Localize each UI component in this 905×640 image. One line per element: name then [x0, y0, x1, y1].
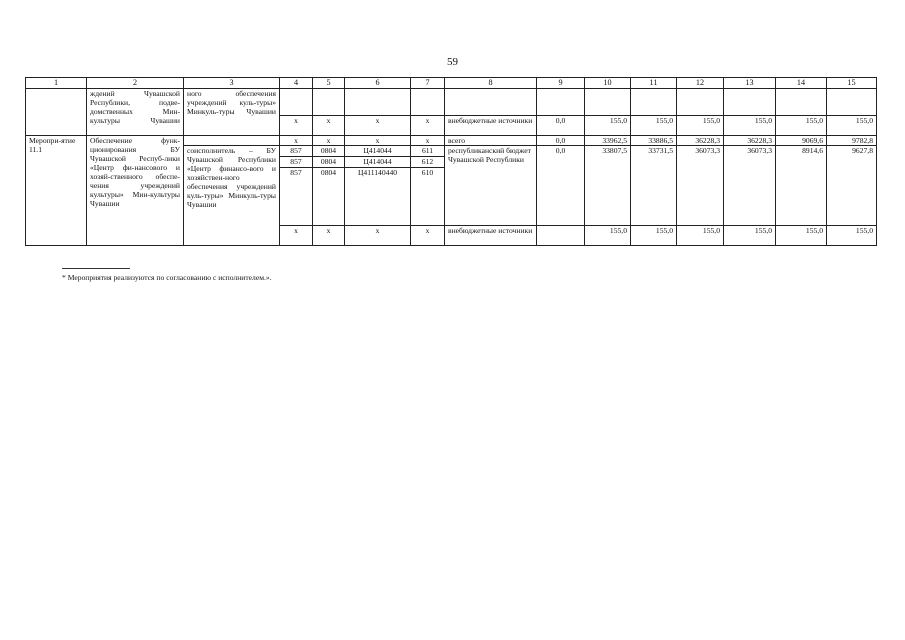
codes-csr [345, 146, 411, 226]
page-number: 59 [447, 56, 458, 68]
empty-cell [411, 89, 445, 116]
empty-cell [537, 89, 585, 116]
cell-value: 155,0 [776, 226, 827, 246]
cell-value: 0,0 [537, 116, 585, 136]
cell-csr: x [345, 226, 411, 246]
continuation-row-top [26, 89, 877, 116]
code-cell: 610 [421, 168, 434, 177]
empty-cell [724, 89, 776, 116]
footnote: * Мероприятия реализуются по согласованию с исполнителем.». [62, 273, 272, 282]
cell-value: 0,0 [537, 146, 585, 226]
budget-table [25, 77, 877, 246]
empty-cell [345, 89, 411, 116]
header-cell: 1 [26, 78, 87, 89]
cell-value: 33807,5 [585, 146, 631, 226]
cell-value: 0,0 [537, 136, 585, 146]
event-name: Меропри-ятие 11.1 [26, 136, 87, 246]
cell-rz: x [313, 116, 345, 136]
header-cell: 12 [677, 78, 724, 89]
empty-cell [776, 89, 827, 116]
cell-value: 155,0 [677, 116, 724, 136]
header-cell: 7 [411, 78, 445, 89]
cell-gr: x [280, 136, 313, 146]
cell-value [537, 226, 585, 246]
code-cell: 0804 [320, 168, 337, 177]
header-cell: 8 [445, 78, 537, 89]
cell-value: 155,0 [585, 116, 631, 136]
code-cell: 0804 [313, 146, 344, 157]
cell-value: 33731,5 [631, 146, 677, 226]
code-cell: 0804 [313, 157, 344, 168]
code-cell: 612 [411, 157, 444, 168]
cell-value: 36073,3 [677, 146, 724, 226]
codes-rz [313, 146, 345, 226]
code-cell: Ц414044 [345, 157, 410, 168]
cell-value: 9627,8 [827, 146, 877, 226]
event-coexecutor: соисполнитель – БУ Чувашской Республики «Центр финансо-вого и хозяйствен-ного обеспечения учреждений куль-туры» Минкуль-туры Чувашии [184, 146, 280, 246]
header-cell: 3 [184, 78, 280, 89]
cell-csr: x [345, 116, 411, 136]
code-cell: 857 [290, 168, 302, 177]
cell-value: 155,0 [631, 226, 677, 246]
empty-cell [585, 89, 631, 116]
header-cell: 10 [585, 78, 631, 89]
empty-cell [280, 89, 313, 116]
cell-vr: x [411, 136, 445, 146]
empty-cell [631, 89, 677, 116]
cell-rz: x [313, 226, 345, 246]
cont-col1 [26, 89, 87, 136]
cont-executor-text: ждений Чувашской Республики, подве-домственных Мин-культуры Чувашии [87, 89, 184, 136]
cell-source: внебюджетные источники [445, 116, 537, 136]
cell-value: 155,0 [631, 116, 677, 136]
header-cell: 14 [776, 78, 827, 89]
header-cell: 5 [313, 78, 345, 89]
codes-vr [411, 146, 445, 226]
cell-value: 155,0 [724, 116, 776, 136]
event-description: Обеспечение функ-ционирования БУ Чувашской Респуб-лики «Центр фи-нансового и хозяй-ственного обеспе-чения учреждений культуры» Мин-культуры Чувашии [87, 136, 184, 246]
code-cell: 857 [280, 157, 312, 168]
cell-value: 36228,3 [677, 136, 724, 146]
cont-coexecutor-text: ного обеспечения учреждений куль-туры» Минкуль-туры Чувашии [184, 89, 280, 136]
cell-value: 33962,5 [585, 136, 631, 146]
cell-source: республиканский бюджет Чувашской Республики [445, 146, 537, 226]
header-cell: 11 [631, 78, 677, 89]
cell-value: 36228,3 [724, 136, 776, 146]
header-cell: 13 [724, 78, 776, 89]
empty-cell [184, 136, 280, 146]
code-cell: 857 [280, 146, 312, 157]
footnote-rule [62, 268, 130, 269]
header-cell: 4 [280, 78, 313, 89]
cell-value: 155,0 [585, 226, 631, 246]
cell-value: 155,0 [677, 226, 724, 246]
empty-cell [677, 89, 724, 116]
empty-cell [827, 89, 877, 116]
header-cell: 15 [827, 78, 877, 89]
header-row [26, 78, 877, 89]
header-cell: 2 [87, 78, 184, 89]
cell-rz: x [313, 136, 345, 146]
code-cell: 611 [411, 146, 444, 157]
cell-value: 36073,3 [724, 146, 776, 226]
cell-gr: x [280, 116, 313, 136]
cell-source: внебюджетные источники [445, 226, 537, 246]
code-cell: Ц411140440 [357, 168, 398, 177]
code-cell: Ц414044 [345, 146, 410, 157]
cell-value: 155,0 [827, 116, 877, 136]
cell-value: 8914,6 [776, 146, 827, 226]
empty-cell [445, 89, 537, 116]
event-total-row [26, 136, 877, 146]
cell-gr: x [280, 226, 313, 246]
cell-value: 155,0 [827, 226, 877, 246]
cell-value: 155,0 [724, 226, 776, 246]
cell-vr: x [411, 226, 445, 246]
cell-value: 9069,6 [776, 136, 827, 146]
cell-csr: x [345, 136, 411, 146]
cell-value: 155,0 [776, 116, 827, 136]
cell-source: всего [445, 136, 537, 146]
header-cell: 9 [537, 78, 585, 89]
cell-value: 9782,8 [827, 136, 877, 146]
header-cell: 6 [345, 78, 411, 89]
empty-cell [313, 89, 345, 116]
codes-gr [280, 146, 313, 226]
cell-vr: x [411, 116, 445, 136]
cell-value: 33886,5 [631, 136, 677, 146]
